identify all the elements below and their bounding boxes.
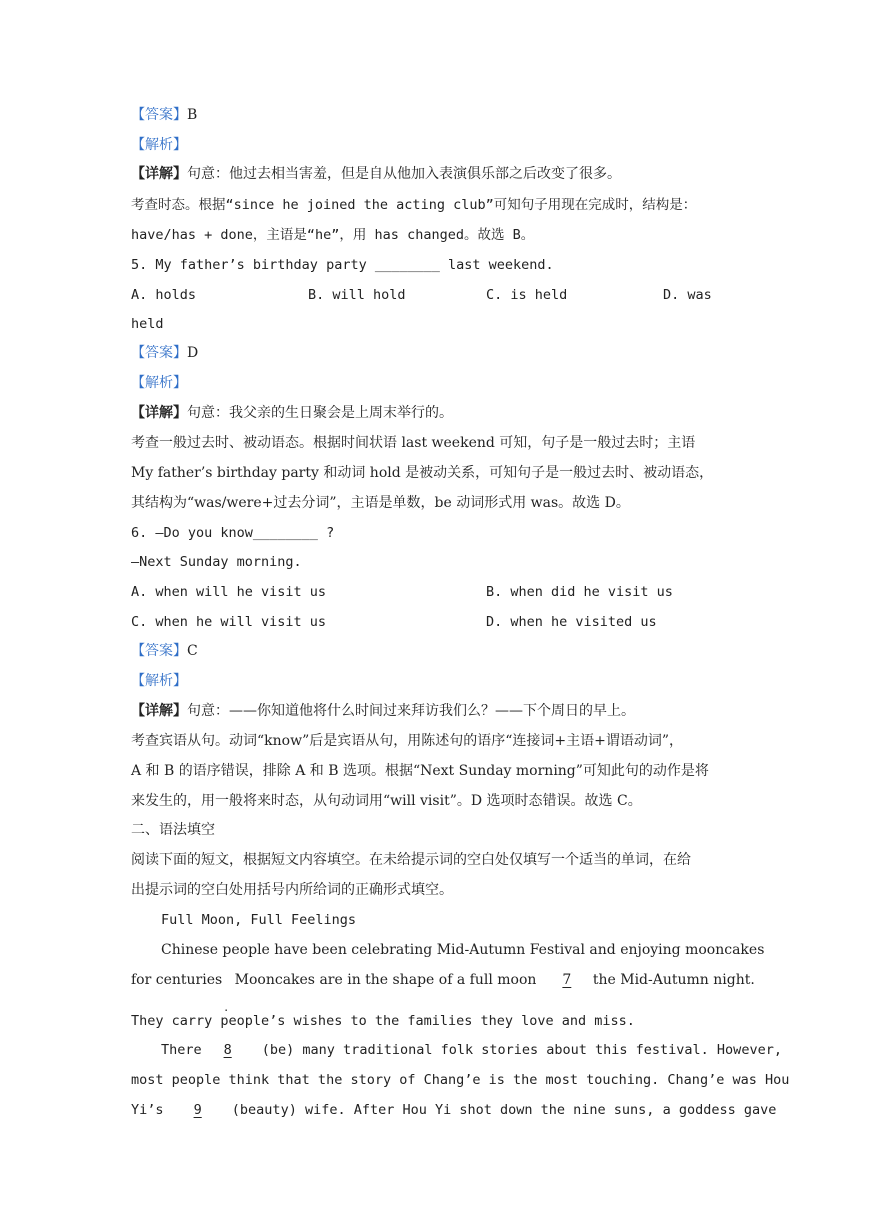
q5-option-b: B. will hold [308,287,406,303]
q4-explain-2: have/has + done，主语是“he”，用 has changed。故选 B。 [131,227,535,243]
q5-option-d-cont: held [131,316,164,332]
answer-tag: 【答案】 [131,345,187,361]
passage-text: (beauty) wife. After Hou Yi shot down the nine suns, a goddess gave [231,1102,777,1118]
section-instruction-1: 阅读下面的短文，根据短文内容填空。在未给提示词的空白处仅填写一个适当的单词，在给 [131,852,691,868]
detail-text: 句意：我父亲的生日聚会是上周末举行的。 [187,405,453,421]
passage-p1-line-1: Chinese people have been celebrating Mid-Autumn Festival and enjoying mooncakes [161,942,765,958]
q6-option-d: D. when he visited us [486,614,657,630]
q5-answer-line [131,344,198,362]
q5-option-c: C. is held [486,287,568,303]
passage-text: the Mid-Autumn night. [592,972,755,988]
passage-p2-line-3 [131,1101,776,1119]
answer-tag: 【答案】 [131,107,187,123]
passage-p2-line-2: most people think that the story of Chang’e is the most touching. Chang’e was Hou [131,1072,790,1088]
q5-explain-3: 其结构为“was/were+过去分词”，主语是单数，be 动词形式用 was。故选 D。 [131,495,630,511]
q5-options [131,286,737,304]
q6-explain-2: A 和 B 的语序错误，排除 A 和 B 选项。根据“Next Sunday morning”可知此句的动作是将 [131,763,709,779]
detail-tag: 【详解】 [131,405,187,421]
passage-p1-line-2: for centuries . Mooncakes are in the shape of a full moon 7 the Mid-Autumn night. [131,972,755,1014]
passage-text: for centuries [131,972,223,988]
answer-value: D [187,345,199,361]
detail-tag: 【详解】 [131,703,187,719]
q5-detail-line [131,404,453,422]
analysis-tag: 【解析】 [131,137,187,153]
q4-detail-line [131,165,621,183]
passage-p2-line-1 [161,1041,782,1059]
q5-option-a: A. holds [131,287,197,303]
passage-text: (be) many traditional folk stories about this festival. However, [261,1042,782,1058]
blank-7[interactable]: 7 [562,972,572,988]
q6-option-b: B. when did he visit us [486,584,673,600]
passage-text: Mooncakes are in the shape of a full moon [234,972,537,988]
section-heading: 二、语法填空 [131,822,215,838]
q6-options-row-2 [131,613,737,631]
detail-text: 句意：——你知道他将什么时间过来拜访我们么？——下个周日的早上。 [187,703,635,719]
q6-option-a: A. when will he visit us [131,584,327,600]
q5-explain-1: 考查一般过去时、被动语态。根据时间状语 last weekend 可知，句子是一般过去时；主语 [131,435,696,451]
detail-text: 句意：他过去相当害羞，但是自从他加入表演俱乐部之后改变了很多。 [187,166,621,182]
q4-explain-1: 考查时态。根据“since he joined the acting club”可知句子用现在完成时，结构是： [131,197,697,213]
answer-value: C [187,643,198,659]
section-instruction-2: 出提示词的空白处用括号内所给词的正确形式填空。 [131,882,453,898]
blank-8[interactable]: 8 [223,1042,232,1058]
passage-p1-line-3: They carry people’s wishes to the families they love and miss. [131,1013,635,1029]
q6-option-c: C. when he will visit us [131,614,327,630]
q6-reply: —Next Sunday morning. [131,554,302,570]
q6-explain-1: 考查宾语从句。动词“know”后是宾语从句，用陈述句的语序“连接词+主语+谓语动词”， [131,733,683,749]
analysis-tag: 【解析】 [131,375,187,391]
q5-explain-2: My father’s birthday party 和动词 hold 是被动关系，可知句子是一般过去时、被动语态， [131,465,714,481]
blank-9[interactable]: 9 [193,1102,202,1118]
answer-value: B [187,107,198,123]
q6-stem: 6. —Do you know________ ? [131,525,335,541]
q6-options-row-1 [131,583,737,601]
answer-tag: 【答案】 [131,643,187,659]
q6-detail-line [131,702,635,720]
q6-answer-line [131,642,198,660]
passage-text: Yi’s [131,1102,164,1118]
passage-text: There [161,1042,202,1058]
q6-explain-3: 来发生的，用一般将来时态，从句动词用“will visit”。D 选项时态错误。故选 C。 [131,793,642,809]
q5-option-d: D. was [663,287,712,303]
passage-title: Full Moon, Full Feelings [161,912,357,928]
detail-tag: 【详解】 [131,166,187,182]
q4-answer-line [131,106,197,124]
analysis-tag: 【解析】 [131,673,187,689]
q5-stem: 5. My father’s birthday party ________ last weekend. [131,257,554,273]
